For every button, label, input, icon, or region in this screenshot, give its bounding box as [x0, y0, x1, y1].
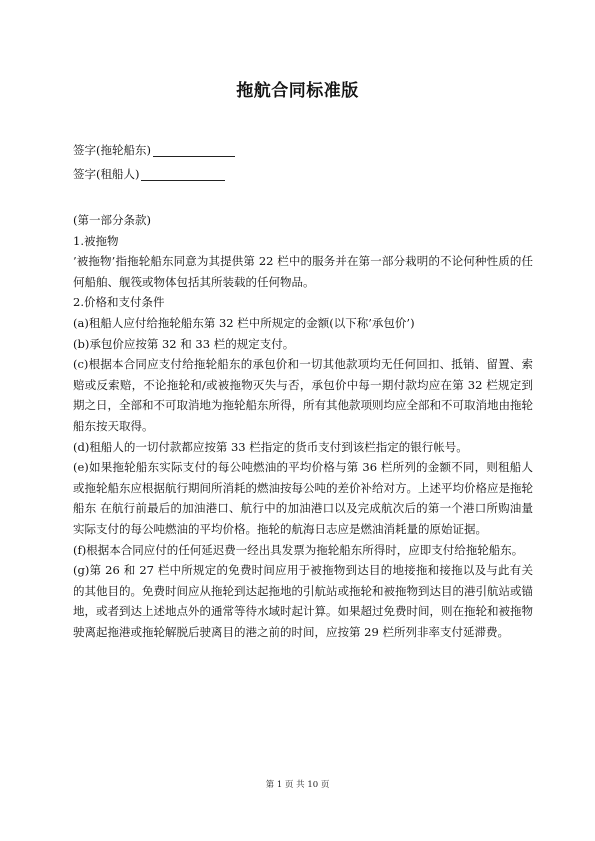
section-heading: (第一部分条款): [73, 213, 151, 227]
clause-paragraph: (b)承包价应按第 32 和 33 栏的规定支付。: [73, 336, 295, 351]
clause-paragraph: (f)根据本合同应付的任何延迟费一经出具发票为拖轮船东所得时，应即支付给拖轮船东。: [73, 542, 524, 557]
clause-paragraph: (c)根据本合同应支付给拖轮船东的承包价和一切其他款项均无任何回扣、抵销、留置、索赔或反索赔，不论拖轮和/或被拖物灭失与否，承包价中每一期付款均应在第 32 栏规定到期之日，全部和不可取消地为拖轮船东所得，所有其他款项则均应全部和不可取消地由拖轮船东按天取得。: [73, 357, 533, 433]
clause-heading: 2.价格和支付条件: [73, 295, 165, 310]
signature-label: 签字(拖轮船东): [73, 143, 151, 157]
clause-heading: 1.被拖物: [73, 233, 119, 248]
signature-line: [153, 144, 235, 157]
clause-paragraph: (g)第 26 和 27 栏中所规定的免费时间应用于被拖物到达目的地接拖和接拖以及与此有关的其他目的。免费时间应从拖轮到达起拖地的引航站或拖轮和被拖物到达目的港引航站或锚地，或者到达上述地点外的通常等待水域时起计算。如果超过免费时间，则在拖轮和被拖物驶离起拖港或拖轮解脱后驶离目的港之前的时间，应按第 29 栏所列非率支付延滞费。: [73, 563, 533, 639]
signature-towing-owner: [73, 143, 235, 157]
clause-paragraph: ’被拖物’指拖轮船东同意为其提供第 22 栏中的服务并在第一部分栽明的不论何种性质的任何船舶、舰筏或物体包括其所装载的任何物品。: [73, 254, 533, 289]
signature-charterer: [73, 167, 225, 181]
clause-paragraph: (e)如果拖轮船东实际支付的每公吨燃油的平均价格与第 36 栏所列的金额不同，则租船人或拖轮船东应根据航行期间所消耗的燃油按每公吨的差价补给对方。上述平均价格应是拖轮船东 在航行前最后的加油港口、航行中的加油港口以及完成航次后的第一个港口所购油量实际支付的每公吨燃油的平均价格。拖轮的航海日志应是燃油消耗量的原始证据。: [73, 460, 533, 536]
signature-label: 签字(租船人): [73, 167, 140, 181]
signature-line: [141, 168, 225, 181]
document-title: 拖航合同标准版: [236, 81, 359, 101]
clause-paragraph: (a)租船人应付给拖轮船东第 32 栏中所规定的金额(以下称’承包价’): [73, 315, 415, 330]
clause-paragraph: (d)租船人的一切付款都应按第 33 栏指定的货币支付到该栏指定的银行帐号。: [73, 439, 468, 454]
document-body: [73, 210, 533, 642]
page-footer: 第 1 页 共 10 页: [265, 780, 330, 790]
